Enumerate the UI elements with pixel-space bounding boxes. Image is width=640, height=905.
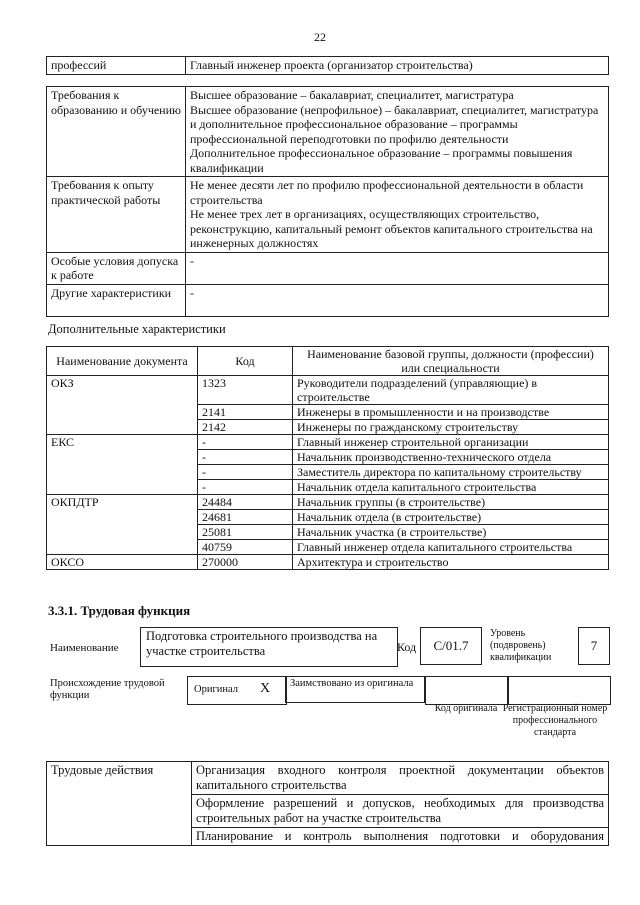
table-row [47, 435, 609, 450]
header-doc: Наименование документа [47, 347, 198, 376]
code-cell: 40759 [198, 540, 293, 555]
code-cell: 2141 [198, 405, 293, 420]
requirement-line: Не менее трех лет в организациях, осуществляющих строительство, реконструкцию, капитальный ремонт объектов капитального строительства на инженерных должностях [190, 207, 593, 250]
requirement-row [47, 284, 609, 316]
top-row-left: профессий [47, 57, 186, 75]
header-code: Код [198, 347, 293, 376]
name-cell: Начальник отдела (в строительстве) [293, 510, 609, 525]
function-code-label: Код [397, 640, 417, 654]
function-name-value: Подготовка строительного производства на участке строительства [140, 627, 398, 667]
header-name: Наименование базовой группы, должности (профессии) или специальности [293, 347, 609, 376]
code-cell: 1323 [198, 376, 293, 405]
origin-label: Происхождение трудовой функции [50, 678, 165, 701]
origin-original-label: Оригинал [194, 684, 238, 695]
origin-code-box [425, 676, 509, 705]
code-cell: - [198, 435, 293, 450]
requirement-label: Другие характеристики [47, 284, 186, 316]
name-cell: Главный инженер строительной организации [293, 435, 609, 450]
requirement-value [186, 177, 609, 253]
section-title: 3.3.1. Трудовая функция [48, 603, 191, 618]
table-row [47, 495, 609, 510]
code-cell: 25081 [198, 525, 293, 540]
function-level-label: Уровень (подвровень) квалификации [490, 628, 552, 663]
table-row [47, 376, 609, 405]
requirements-table [46, 86, 609, 317]
code-cell: - [198, 450, 293, 465]
requirement-value: - [186, 284, 609, 316]
additional-table [46, 346, 609, 570]
name-cell: Начальник участка (в строительстве) [293, 525, 609, 540]
additional-header-row [47, 347, 609, 376]
doc-cell: ЕКС [47, 435, 198, 495]
top-row-table [46, 56, 609, 75]
function-name-label: Наименование [50, 642, 119, 654]
requirement-row [47, 177, 609, 253]
origin-borrowed-label: Заимствовано из оригинала [285, 676, 425, 703]
table-row [47, 555, 609, 570]
code-cell: 2142 [198, 420, 293, 435]
name-cell: Заместитель директора по капитальному строительству [293, 465, 609, 480]
code-cell: 24484 [198, 495, 293, 510]
origin-original-mark: Х [260, 681, 271, 696]
name-cell: Начальник производственно-технического отдела [293, 450, 609, 465]
table-row [47, 762, 609, 795]
labor-actions-table [46, 761, 609, 846]
code-cell: - [198, 465, 293, 480]
requirement-line: Высшее образование – бакалавриат, специалитет, магистратура [190, 88, 514, 102]
requirement-label: Требования к образованию и обучению [47, 87, 186, 177]
name-cell: Начальник отдела капитального строительства [293, 480, 609, 495]
name-cell: Инженеры в промышленности и на производстве [293, 405, 609, 420]
name-cell: Инженеры по гражданскому строительству [293, 420, 609, 435]
doc-cell: ОКСО [47, 555, 198, 570]
labor-action-item: Оформление разрешений и допусков, необходимых для производства строительных работ на участке строительства [192, 795, 609, 828]
name-cell: Архитектура и строительство [293, 555, 609, 570]
requirement-line: Не менее десяти лет по профилю профессиональной деятельности в области строительства [190, 178, 584, 207]
code-cell: 24681 [198, 510, 293, 525]
origin-reg-label: Регистрационный номер профессионального стандарта [502, 703, 608, 738]
labor-action-item: Организация входного контроля проектной документации объектов капитального строительства [192, 762, 609, 795]
requirement-value [186, 87, 609, 177]
requirement-line: Высшее образование (непрофильное) – бакалавриат, специалитет, магистратура и дополнительное профессиональное образование – программы профессиональной переподготовки по профилю деятельности [190, 102, 599, 146]
requirement-line: Дополнительное профессиональное образование – программы повышения квалификации [190, 146, 573, 175]
function-level-value: 7 [578, 627, 610, 665]
labor-action-item: Планирование и контроль выполнения подготовки и оборудования [192, 828, 609, 846]
function-code-value: С/01.7 [420, 627, 482, 665]
doc-cell: ОКЗ [47, 376, 198, 435]
requirement-label: Особые условия допуска к работе [47, 252, 186, 284]
requirement-value: - [186, 252, 609, 284]
page-number: 22 [314, 30, 326, 44]
doc-cell: ОКПДТР [47, 495, 198, 555]
code-cell: - [198, 480, 293, 495]
additional-caption: Дополнительные характеристики [48, 322, 226, 336]
name-cell: Главный инженер отдела капитального строительства [293, 540, 609, 555]
labor-actions-label: Трудовые действия [47, 762, 192, 846]
origin-code-label: Код оригинала [434, 703, 498, 714]
code-cell: 270000 [198, 555, 293, 570]
name-cell: Начальник группы (в строительстве) [293, 495, 609, 510]
requirement-row [47, 87, 609, 177]
name-cell: Руководители подразделений (управляющие) в строительстве [293, 376, 609, 405]
requirement-row [47, 252, 609, 284]
origin-original-box [187, 676, 287, 705]
top-row-right: Главный инженер проекта (организатор строительства) [186, 57, 609, 75]
origin-reg-box [507, 676, 611, 705]
requirement-label: Требования к опыту практической работы [47, 177, 186, 253]
